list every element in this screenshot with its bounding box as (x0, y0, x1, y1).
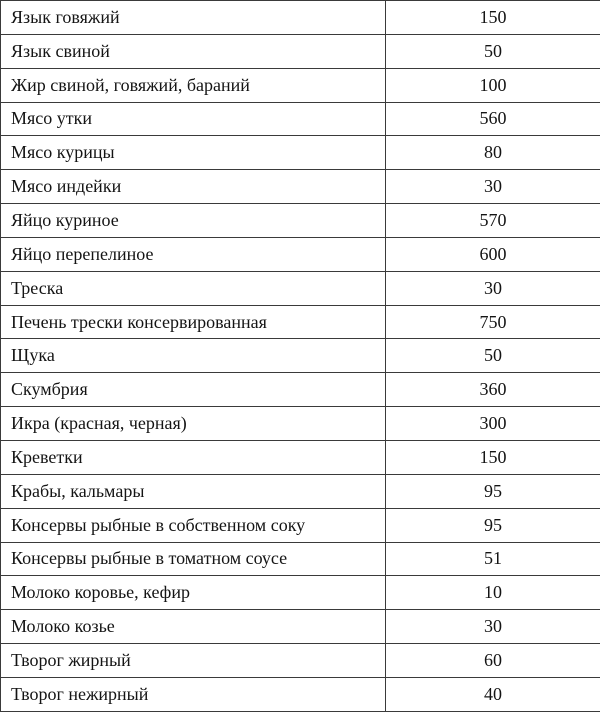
product-name-cell: Творог нежирный (1, 677, 386, 711)
product-name-cell: Мясо утки (1, 102, 386, 136)
table-row (1, 677, 600, 711)
table-row (1, 1, 600, 35)
product-value-cell: 60 (386, 644, 600, 678)
product-value-cell: 40 (386, 677, 600, 711)
product-value-cell: 570 (386, 204, 600, 238)
product-value-cell: 95 (386, 474, 600, 508)
table-row (1, 644, 600, 678)
table-row (1, 373, 600, 407)
table-row (1, 204, 600, 238)
product-name-cell: Крабы, кальмары (1, 474, 386, 508)
product-name-cell: Щука (1, 339, 386, 373)
table-body (1, 1, 600, 712)
product-name-cell: Креветки (1, 440, 386, 474)
table-row (1, 407, 600, 441)
product-name-cell: Мясо индейки (1, 170, 386, 204)
table-row (1, 474, 600, 508)
product-value-cell: 95 (386, 508, 600, 542)
product-name-cell: Икра (красная, черная) (1, 407, 386, 441)
product-value-cell: 50 (386, 34, 600, 68)
product-name-cell: Треска (1, 271, 386, 305)
product-value-cell: 150 (386, 440, 600, 474)
product-value-cell: 30 (386, 610, 600, 644)
product-name-cell: Мясо курицы (1, 136, 386, 170)
product-value-cell: 750 (386, 305, 600, 339)
table-row (1, 305, 600, 339)
product-value-cell: 30 (386, 170, 600, 204)
product-value-cell: 30 (386, 271, 600, 305)
product-value-cell: 600 (386, 237, 600, 271)
table-row (1, 508, 600, 542)
table-row (1, 440, 600, 474)
product-name-cell: Яйцо куриное (1, 204, 386, 238)
table-row (1, 136, 600, 170)
table-row (1, 102, 600, 136)
product-value-cell: 150 (386, 1, 600, 35)
product-name-cell: Язык говяжий (1, 1, 386, 35)
product-name-cell: Жир свиной, говяжий, бараний (1, 68, 386, 102)
product-value-cell: 10 (386, 576, 600, 610)
product-value-cell: 50 (386, 339, 600, 373)
product-value-cell: 560 (386, 102, 600, 136)
product-value-cell: 300 (386, 407, 600, 441)
product-value-cell: 360 (386, 373, 600, 407)
table-row (1, 576, 600, 610)
table-row (1, 271, 600, 305)
product-name-cell: Яйцо перепелиное (1, 237, 386, 271)
table-row (1, 170, 600, 204)
product-name-cell: Печень трески консервированная (1, 305, 386, 339)
product-name-cell: Молоко козье (1, 610, 386, 644)
table-row (1, 610, 600, 644)
table-row (1, 68, 600, 102)
table-row (1, 542, 600, 576)
product-name-cell: Консервы рыбные в собственном соку (1, 508, 386, 542)
product-value-cell: 51 (386, 542, 600, 576)
product-value-cell: 80 (386, 136, 600, 170)
product-name-cell: Язык свиной (1, 34, 386, 68)
product-name-cell: Консервы рыбные в томатном соусе (1, 542, 386, 576)
product-name-cell: Скумбрия (1, 373, 386, 407)
product-name-cell: Творог жирный (1, 644, 386, 678)
table-row (1, 34, 600, 68)
product-value-cell: 100 (386, 68, 600, 102)
table-row (1, 237, 600, 271)
table-row (1, 339, 600, 373)
product-name-cell: Молоко коровье, кефир (1, 576, 386, 610)
